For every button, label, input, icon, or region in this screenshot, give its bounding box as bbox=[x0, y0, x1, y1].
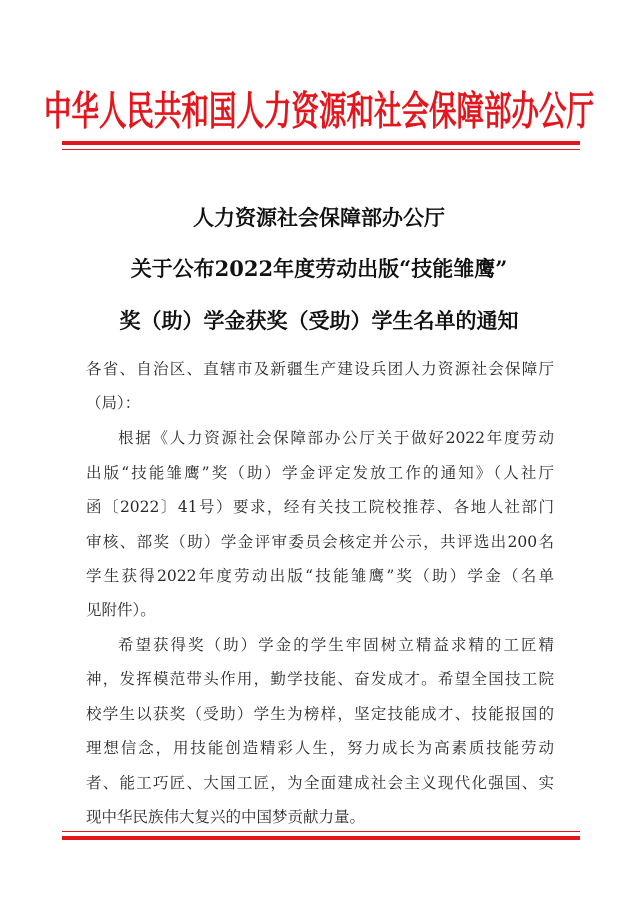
paragraph-1-line: 根据《人力资源社会保障部办公厅关于做好2022年度劳动 bbox=[118, 429, 554, 447]
header-thick-rule bbox=[62, 141, 580, 145]
paragraph-2-line: 者、能工巧匠、大国工匠，为全面建成社会主义现代化强国、实 bbox=[86, 774, 554, 792]
paragraph-1-line: 学生获得2022年度劳动出版“技能雏鹰”奖（助）学金（名单 bbox=[86, 567, 554, 585]
header-thin-rule bbox=[62, 149, 580, 150]
issuer-header: 中华人民共和国人力资源和社会保障部办公厅 bbox=[44, 88, 594, 135]
document-title-line-2: 关于公布2022年度劳动出版“技能雏鹰” bbox=[130, 256, 508, 281]
paragraph-2-line: 现中华民族伟大复兴的中国梦贡献力量。 bbox=[86, 808, 366, 826]
paragraph-1-line: 见附件）。 bbox=[86, 601, 156, 619]
footer-thin-rule bbox=[62, 831, 580, 832]
footer-thick-rule bbox=[62, 836, 580, 840]
paragraph-2-line: 校学生以获奖（受助）学生为榜样，坚定技能成才、技能报国的 bbox=[86, 705, 554, 723]
document-title-line-1: 人力资源社会保障部办公厅 bbox=[193, 205, 445, 230]
paragraph-2-line: 理想信念，用技能创造精彩人生，努力成长为高素质技能劳动 bbox=[86, 739, 554, 757]
paragraph-2-line: 神，发挥模范带头作用，勤学技能、奋发成才。希望全国技工院 bbox=[86, 670, 554, 688]
paragraph-1-line: 出版“技能雏鹰”奖（助）学金评定发放工作的通知》（人社厅 bbox=[86, 464, 554, 482]
salutation-line: 各省、自治区、直辖市及新疆生产建设兵团人力资源社会保障厅 bbox=[86, 360, 554, 378]
paragraph-2-line: 希望获得奖（助）学金的学生牢固树立精益求精的工匠精 bbox=[118, 636, 554, 654]
paragraph-1-line: 审核、部奖（助）学金评审委员会核定并公示，共评选出200名 bbox=[86, 533, 554, 551]
paragraph-1-line: 函〔2022〕41号）要求，经有关技工院校推荐、各地人社部门 bbox=[86, 498, 554, 516]
document-title-line-3: 奖（助）学金获奖（受助）学生名单的通知 bbox=[119, 308, 519, 333]
salutation-line: （局）： bbox=[86, 394, 141, 412]
